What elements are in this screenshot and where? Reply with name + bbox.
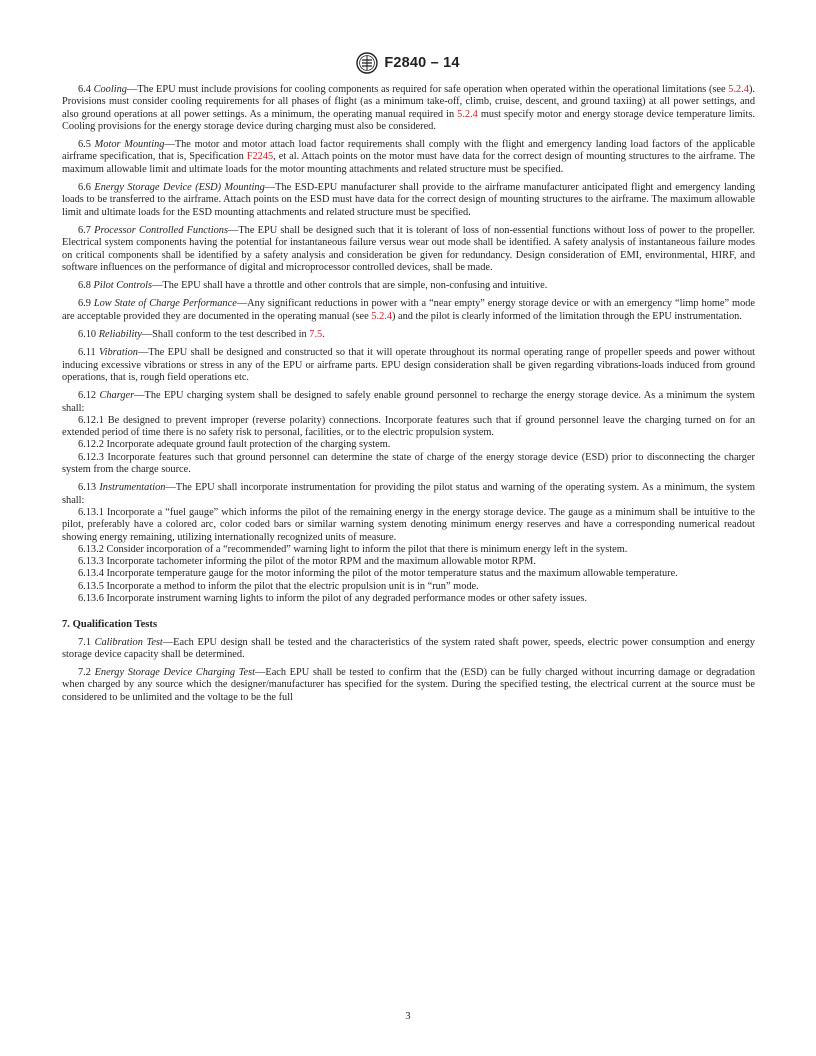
- section-6-9: 6.9 Low State of Charge Performance—Any significant reductions in power with a “near empty” energy storage device or with an emergency “limp home” mode are acceptable provided they are documented in the operating manual (see 5.2.4) and the pilot is clearly informed of the limitation through the EPU instrumentation.: [62, 298, 756, 322]
- section-6-13-1: 6.13.1 Incorporate a “fuel gauge” which informs the pilot of the remaining energy in the energy storage device. The gauge as a minimum shall be intuitive to the pilot, preferably have a colored arc, color coded bars or similar warning system denoting minimum energy reserves and have a corresponding numerical readout showing energy remaining, utilizing internationally recognized units of measure.: [62, 506, 755, 543]
- astm-logo-icon: [356, 52, 378, 74]
- section-title: Energy Storage Device (ESD) Mounting: [94, 182, 265, 194]
- section-6-10: 6.10 Reliability—Shall conform to the test described in 7.5.: [78, 329, 325, 341]
- page-number: 3: [405, 1011, 411, 1022]
- section-6-13-3: 6.13.3 Incorporate tachometer informing the pilot of the motor RPM and the maximum allowable motor RPM.: [78, 556, 536, 568]
- section-heading-7: 7. Qualification Tests: [62, 619, 158, 631]
- section-link[interactable]: 5.2.4: [457, 108, 478, 120]
- section-6-13-4: 6.13.4 Incorporate temperature gauge for the motor informing the pilot of the motor temperature status and the maximum allowable temperature.: [78, 568, 678, 580]
- section-6-4: 6.4 Cooling—The EPU must include provisions for cooling components as required for safe operation when operated within the operational limitations (see 5.2.4). Provisions must consider cooling requirements for all phases of flight (as a minimum take-off, climb, cruise, descent, and ground taxiing) at all power settings, and also ground operations at all power settings. As a minimum, the operating manual required in 5.2.4 must specify motor and energy storage device temperature limits. Cooling provisions for the energy storage device during charging must also be considered.: [62, 84, 755, 132]
- section-6-5: 6.5 Motor Mounting—The motor and motor attach load factor requirements shall comply with the flight and emergency landing load factors of the applicable airframe specification, that is, Specification F2245, et al. Attach points on the motor must have data for the correct design of mounting structures to the airframe. The maximum allowable limit and ultimate loads for the motor mounting attachments and related structure must be specified.: [62, 139, 755, 175]
- section-7-1: 7.1 Calibration Test—Each EPU design shall be tested and the characteristics of the system rated shaft power, speeds, electric power consumption and energy storage device capacity shall be determined.: [62, 636, 755, 660]
- section-6-12-2: 6.12.2 Incorporate adequate ground fault protection of the charging system.: [78, 439, 391, 451]
- section-title: Pilot Controls: [93, 280, 153, 292]
- document-designation: F2840 – 14: [384, 55, 460, 71]
- section-title: Calibration Test: [94, 636, 163, 648]
- section-title: Instrumentation: [99, 482, 166, 494]
- section-title: Reliability: [98, 329, 142, 341]
- section-link[interactable]: 5.2.4: [371, 310, 392, 322]
- section-title: Processor Controlled Functions: [94, 224, 228, 236]
- section-title: Cooling: [93, 84, 127, 95]
- section-6-11: 6.11 Vibration—The EPU shall be designed and constructed so that it will operate throughout its normal operating range of propeller speeds and power without inducing excessive vibrations or stress in any of the EPU or airframe parts. EPU design consideration shall be given regarding vibrations-loads induced from ground operations, that is, rough field operations etc.: [62, 347, 756, 383]
- section-7-2: 7.2 Energy Storage Device Charging Test—Each EPU shall be tested to confirm that the (ESD) can be fully charged without incurring damage or degradation when charged by any source which the designer/manufacturer has specified for the system. During the specified testing, the electrical current at the source must be considered to be unlimited and the voltage to be the full: [62, 667, 755, 703]
- section-6-12: 6.12 Charger—The EPU charging system shall be designed to safely enable ground personnel to recharge the energy storage device. As a minimum the system shall:: [62, 390, 755, 414]
- section-6-7: 6.7 Processor Controlled Functions—The EPU shall be designed such that it is tolerant of loss of non-essential functions without loss of power to the propeller. Electrical system components having the potential for instantaneous failure versus wear out mode shall be identified. A safety analysis of instantaneous failure modes on critical components shall be identified by a safety analysis and consideration be given for redundancy. Design consideration of EMI, environmental, HIRF, and software influences on the performance of digital and microprocessor controlled devices, shall be made.: [62, 224, 756, 273]
- section-6-13-2: 6.13.2 Consider incorporation of a “recommended” warning light to inform the pilot that there is minimum energy left in the system.: [78, 543, 628, 555]
- section-6-6: 6.6 Energy Storage Device (ESD) Mounting—The ESD-EPU manufacturer shall provide to the airframe manufacturer anticipated flight and emergency landing loads to be transferred to the airframe. Attach points on the ESD must have data for the correct design of mounting structures to the airframe. The maximum allowable limit and ultimate loads for the ESD mounting attachments and related structure must be specified.: [62, 182, 755, 218]
- section-6-13-6: 6.13.6 Incorporate instrument warning lights to inform the pilot of any degraded performance modes or other safety issues.: [78, 592, 588, 604]
- section-title: Low State of Charge Performance: [93, 298, 237, 310]
- section-6-12-1: 6.12.1 Be designed to prevent improper (reverse polarity) connections. Incorporate features such that if ground personnel leave the charging turned on for an extended period of time there is no safety risk to personal, facilities, or to the electric propulsion system.: [62, 414, 755, 439]
- section-link[interactable]: 5.2.4: [728, 84, 749, 95]
- section-title: Vibration: [99, 347, 138, 359]
- section-title: Energy Storage Device Charging Test: [94, 667, 256, 679]
- document-body: [62, 84, 755, 704]
- section-6-8: 6.8 Pilot Controls—The EPU shall have a throttle and other controls that are simple, non-confusing and intuitive.: [78, 280, 548, 292]
- page-header: [0, 50, 816, 76]
- section-link[interactable]: 7.5: [309, 329, 323, 341]
- section-title: Motor Mounting: [94, 139, 165, 151]
- section-title: Charger: [99, 390, 135, 402]
- standard-link[interactable]: F2245: [246, 151, 274, 163]
- section-6-13-5: 6.13.5 Incorporate a method to inform the pilot that the electric propulsion unit is in “run” mode.: [78, 580, 479, 592]
- section-6-13: 6.13 Instrumentation—The EPU shall incorporate instrumentation for providing the pilot status and warning of the operating system. As a minimum, the system shall:: [62, 482, 756, 506]
- section-6-12-3: 6.12.3 Incorporate features such that ground personnel can determine the state of charge of the energy storage device (ESD) prior to disconnecting the charger system from the charge source.: [62, 451, 755, 476]
